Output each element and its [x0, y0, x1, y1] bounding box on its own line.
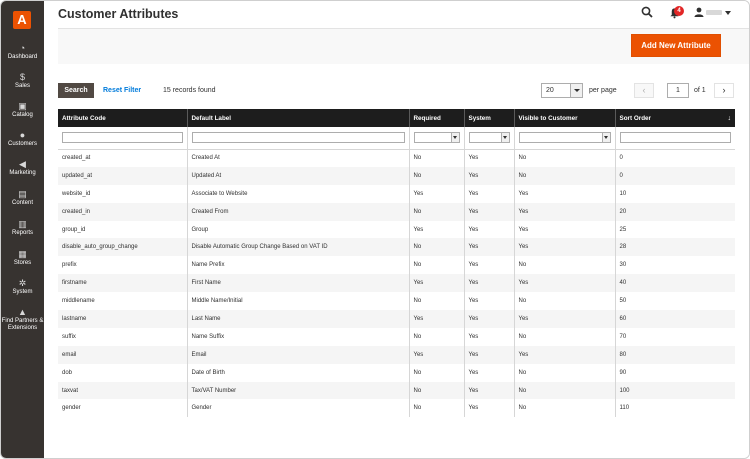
cell-sort-order: 110 — [615, 399, 735, 417]
sidebar-item-customers[interactable] — [1, 130, 44, 148]
cell-sort-order: 0 — [615, 149, 735, 167]
page-total: of 1 — [694, 87, 706, 94]
cell-visible-to-customer: Yes — [514, 185, 615, 203]
system-icon: ✲ — [18, 278, 27, 288]
search-icon[interactable] — [641, 6, 653, 18]
cell-default-label: Name Prefix — [187, 256, 409, 274]
cell-visible-to-customer: No — [514, 167, 615, 185]
cell-required: No — [409, 292, 464, 310]
reports-icon: ▥ — [18, 219, 27, 229]
cell-system: Yes — [464, 274, 514, 292]
sidebar-item-label: Stores — [13, 260, 32, 266]
filter-default-label-input[interactable] — [192, 132, 405, 143]
cell-required: Yes — [409, 185, 464, 203]
cell-sort-order: 60 — [615, 310, 735, 328]
cell-system: Yes — [464, 221, 514, 239]
table-row[interactable] — [58, 256, 735, 274]
cell-system: Yes — [464, 167, 514, 185]
sidebar-item-label: Customers — [7, 141, 37, 147]
notification-badge[interactable]: 4 — [674, 6, 684, 16]
cell-system: Yes — [464, 382, 514, 400]
table-row[interactable] — [58, 364, 735, 382]
cell-default-label: Name Suffix — [187, 328, 409, 346]
sidebar-item-label: Marketing — [9, 170, 36, 176]
cell-required: No — [409, 256, 464, 274]
column-header-system[interactable]: System — [464, 109, 514, 127]
cell-visible-to-customer: No — [514, 364, 615, 382]
cell-attribute-code: lastname — [58, 310, 187, 328]
sidebar-item-reports[interactable] — [1, 219, 44, 237]
records-count: 15 records found — [163, 87, 216, 94]
cell-visible-to-customer: No — [514, 382, 615, 400]
column-header-default-label[interactable]: Default Label — [187, 109, 409, 127]
cell-default-label: Created At — [187, 149, 409, 167]
cell-system: Yes — [464, 292, 514, 310]
extensions-icon: ▲ — [18, 307, 27, 317]
cell-visible-to-customer: Yes — [514, 238, 615, 256]
cell-default-label: First Name — [187, 274, 409, 292]
cell-default-label: Updated At — [187, 167, 409, 185]
cell-sort-order: 100 — [615, 382, 735, 400]
sidebar-item-marketing[interactable] — [1, 159, 44, 177]
cell-required: Yes — [409, 221, 464, 239]
cell-required: Yes — [409, 310, 464, 328]
cell-required: No — [409, 167, 464, 185]
table-row[interactable] — [58, 292, 735, 310]
cell-default-label: Last Name — [187, 310, 409, 328]
sidebar-item-content[interactable] — [1, 189, 44, 207]
cell-default-label: Email — [187, 346, 409, 364]
chevron-down-icon — [604, 136, 608, 139]
cell-default-label: Date of Birth — [187, 364, 409, 382]
table-row[interactable] — [58, 221, 735, 239]
cell-sort-order: 25 — [615, 221, 735, 239]
sidebar — [1, 1, 44, 459]
sidebar-item-stores[interactable] — [1, 249, 44, 267]
cell-visible-to-customer: No — [514, 292, 615, 310]
cell-visible-to-customer: Yes — [514, 346, 615, 364]
cell-default-label: Associate to Website — [187, 185, 409, 203]
customers-icon: ● — [19, 130, 26, 140]
cell-default-label: Created From — [187, 203, 409, 221]
cell-required: No — [409, 203, 464, 221]
per-page-dropdown-button[interactable] — [570, 84, 582, 97]
cell-required: Yes — [409, 346, 464, 364]
filter-row — [58, 127, 735, 149]
dashboard-icon: ◔ — [19, 43, 26, 53]
cell-attribute-code: created_at — [62, 155, 91, 162]
grid-header-row — [58, 109, 735, 127]
cell-visible-to-customer: Yes — [514, 221, 615, 239]
user-icon[interactable] — [694, 7, 704, 17]
search-button[interactable]: Search — [58, 83, 94, 98]
cell-sort-order: 80 — [615, 346, 735, 364]
cell-attribute-code: disable_auto_group_change — [58, 238, 187, 256]
sidebar-item-label: Content — [11, 200, 33, 206]
cell-attribute-code: email — [58, 346, 187, 364]
table-row[interactable] — [58, 203, 735, 221]
cell-attribute-code: taxvat — [58, 382, 187, 400]
cell-sort-order: 10 — [615, 185, 735, 203]
column-header-attribute-code[interactable]: Attribute Code — [58, 109, 187, 127]
sidebar-item-dashboard[interactable] — [1, 43, 44, 61]
cell-system: Yes — [464, 399, 514, 417]
page-title: Customer Attributes — [58, 7, 179, 21]
chevron-down-icon — [574, 89, 580, 92]
cell-system: Yes — [464, 149, 514, 167]
sidebar-item-label: Reports — [11, 230, 33, 236]
sidebar-item-label: Catalog — [12, 112, 33, 118]
cell-visible-to-customer: Yes — [514, 203, 615, 221]
cell-visible-to-customer: No — [514, 328, 615, 346]
cell-attribute-code: dob — [62, 369, 73, 376]
cell-system: Yes — [464, 256, 514, 274]
page-input[interactable]: 1 — [667, 83, 689, 98]
column-header-required[interactable]: Required — [409, 109, 464, 127]
column-header-sort-order-label: Sort Order — [619, 114, 651, 122]
attributes-grid — [58, 109, 735, 417]
cell-system: Yes — [464, 203, 514, 221]
next-page-button[interactable]: › — [714, 83, 734, 98]
sidebar-item-label: System — [12, 289, 33, 295]
cell-attribute-code: firstname — [58, 274, 187, 292]
cell-system: Yes — [464, 238, 514, 256]
filter-system-select[interactable] — [469, 132, 510, 143]
stores-icon: ▦ — [18, 249, 27, 259]
sidebar-item-label: Find Partners & Extensions — [1, 318, 44, 331]
table-row[interactable] — [58, 346, 735, 364]
cell-default-label: Middle Name/Initial — [187, 292, 409, 310]
chevron-down-icon — [453, 136, 457, 139]
cell-sort-order: 20 — [615, 203, 735, 221]
cell-required: No — [409, 238, 464, 256]
cell-default-label: Gender — [187, 399, 409, 417]
cell-sort-order: 0 — [615, 167, 735, 185]
table-row[interactable] — [58, 185, 735, 203]
cell-required: No — [409, 382, 464, 400]
cell-required: No — [409, 328, 464, 346]
sales-icon: $ — [19, 72, 25, 82]
table-row[interactable] — [58, 382, 735, 400]
cell-system: Yes — [464, 310, 514, 328]
sidebar-item-sales[interactable] — [1, 72, 44, 90]
cell-attribute-code: created_in — [58, 203, 187, 221]
filter-sort-order-input[interactable] — [620, 132, 732, 143]
cell-attribute-code: updated_at — [58, 167, 187, 185]
marketing-icon: ◀ — [19, 159, 26, 169]
per-page-value: 20 — [546, 87, 554, 94]
reset-filter-link[interactable]: Reset Filter — [103, 87, 142, 94]
cell-sort-order: 50 — [615, 292, 735, 310]
table-row[interactable] — [58, 167, 735, 185]
cell-system: Yes — [464, 346, 514, 364]
logo[interactable]: A — [13, 11, 31, 29]
cell-required: No — [409, 399, 464, 417]
table-row[interactable] — [58, 328, 735, 346]
sort-arrow-icon[interactable]: ↓ — [727, 114, 731, 122]
cell-attribute-code: website_id — [62, 190, 91, 197]
cell-attribute-code: suffix — [62, 333, 76, 340]
cell-sort-order: 30 — [615, 256, 735, 274]
cell-default-label: Group — [187, 221, 409, 239]
cell-sort-order: 40 — [615, 274, 735, 292]
user-name[interactable] — [706, 10, 722, 15]
sidebar-item-catalog[interactable] — [1, 101, 44, 119]
table-row[interactable] — [58, 310, 735, 328]
cell-attribute-code: group_id — [62, 226, 86, 233]
column-header-sort-order[interactable] — [615, 109, 735, 127]
cell-sort-order: 90 — [615, 364, 735, 382]
main-content — [44, 1, 750, 459]
cell-sort-order: 28 — [615, 238, 735, 256]
sidebar-item-system[interactable] — [1, 278, 44, 296]
chevron-down-icon[interactable] — [725, 11, 731, 15]
cell-system: Yes — [464, 364, 514, 382]
sidebar-item-find[interactable] — [1, 307, 44, 332]
cell-visible-to-customer: Yes — [514, 310, 615, 328]
cell-visible-to-customer: No — [514, 149, 615, 167]
cell-required: No — [409, 364, 464, 382]
cell-visible-to-customer: Yes — [514, 274, 615, 292]
filter-visible-select[interactable] — [519, 132, 611, 143]
cell-attribute-code: prefix — [62, 262, 77, 269]
add-new-attribute-button[interactable]: Add New Attribute — [631, 34, 721, 57]
cell-attribute-code: gender — [62, 405, 81, 412]
cell-default-label: Disable Automatic Group Change Based on VAT ID — [187, 238, 409, 256]
sidebar-item-label: Sales — [14, 83, 30, 89]
cell-attribute-code: middlename — [62, 298, 95, 305]
cell-visible-to-customer: No — [514, 399, 615, 417]
cell-system: Yes — [464, 185, 514, 203]
cell-required: Yes — [409, 274, 464, 292]
cell-system: Yes — [464, 328, 514, 346]
table-row[interactable] — [58, 149, 735, 167]
cell-visible-to-customer: No — [514, 256, 615, 274]
catalog-icon: ▣ — [18, 101, 27, 111]
content-icon: ▤ — [18, 189, 27, 199]
column-header-visible-to-customer[interactable]: Visible to Customer — [514, 109, 615, 127]
table-row[interactable] — [58, 274, 735, 292]
table-row[interactable] — [58, 399, 735, 417]
per-page-select[interactable] — [541, 83, 583, 98]
per-page-label: per page — [589, 87, 617, 94]
filter-attribute-code-input[interactable] — [62, 132, 183, 143]
chevron-down-icon — [503, 136, 507, 139]
cell-sort-order: 70 — [615, 328, 735, 346]
cell-default-label: Tax/VAT Number — [187, 382, 409, 400]
filter-required-select[interactable] — [414, 132, 460, 143]
table-row[interactable] — [58, 238, 735, 256]
cell-required: No — [409, 149, 464, 167]
sidebar-item-label: Dashboard — [7, 54, 38, 60]
previous-page-button[interactable]: ‹ — [634, 83, 654, 98]
